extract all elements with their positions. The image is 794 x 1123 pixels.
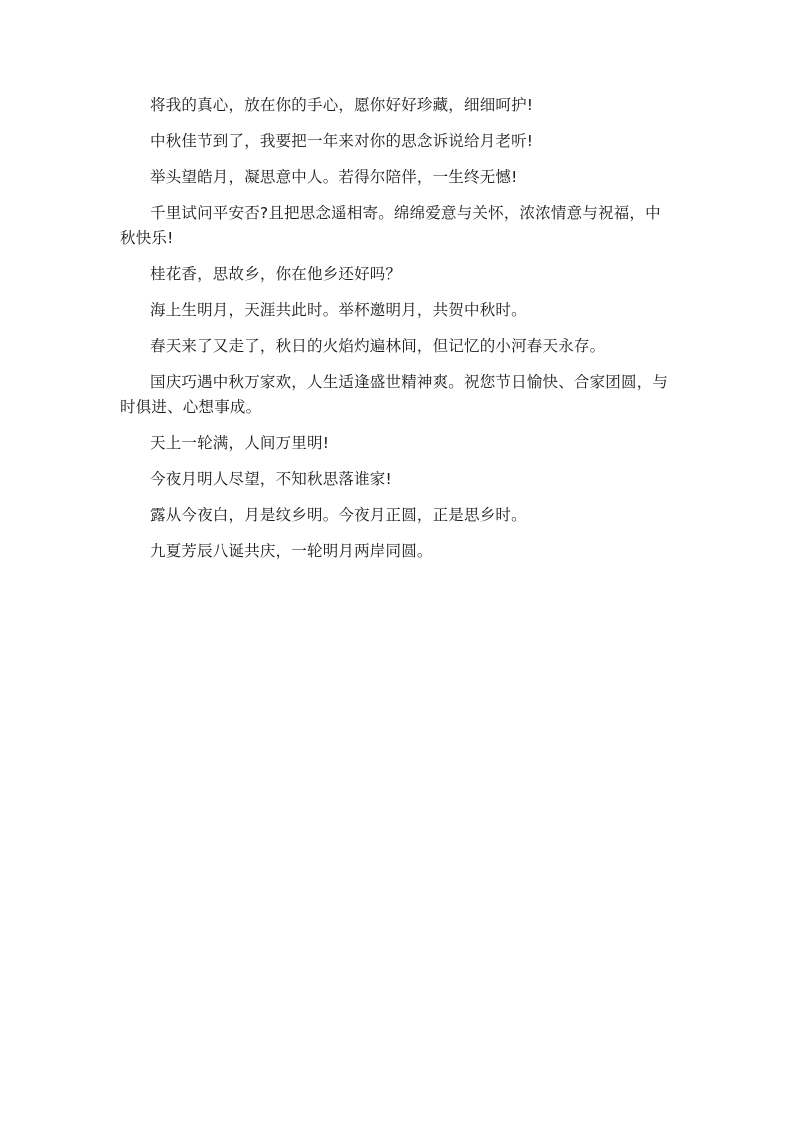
- paragraph: 天上一轮满，人间万里明!: [150, 434, 330, 452]
- paragraph: 海上生明月，天涯共此时。举杯邀明月，共贺中秋时。: [150, 301, 527, 319]
- paragraph: 国庆巧遇中秋万家欢，人生适逢盛世精神爽。祝您节日愉快、合家团圆，与时俱进、心想事成。: [120, 373, 669, 416]
- paragraph: 今夜月明人尽望，不知秋思落谁家!: [150, 470, 392, 488]
- paragraph: 春天来了又走了，秋日的火焰灼遍林间，但记忆的小河春天永存。: [150, 337, 606, 355]
- paragraph: 桂花香，思故乡，你在他乡还好吗？: [150, 265, 402, 283]
- paragraph: 千里试问平安否?且把思念遥相寄。绵绵爱意与关怀，浓浓情意与祝福，中秋快乐!: [120, 204, 661, 247]
- paragraph: 将我的真心，放在你的手心，愿你好好珍藏，细细呵护!: [150, 96, 534, 114]
- paragraph: 九夏芳辰八诞共庆，一轮明月两岸同圆。: [150, 542, 433, 560]
- paragraph: 中秋佳节到了，我要把一年来对你的思念诉说给月老听!: [150, 132, 534, 150]
- paragraph: 举头望皓月，凝思意中人。若得尔陪伴，一生终无憾!: [150, 168, 518, 186]
- paragraph: 露从今夜白，月是纹乡明。今夜月正圆，正是思乡时。: [150, 506, 527, 524]
- document-body: [120, 93, 676, 575]
